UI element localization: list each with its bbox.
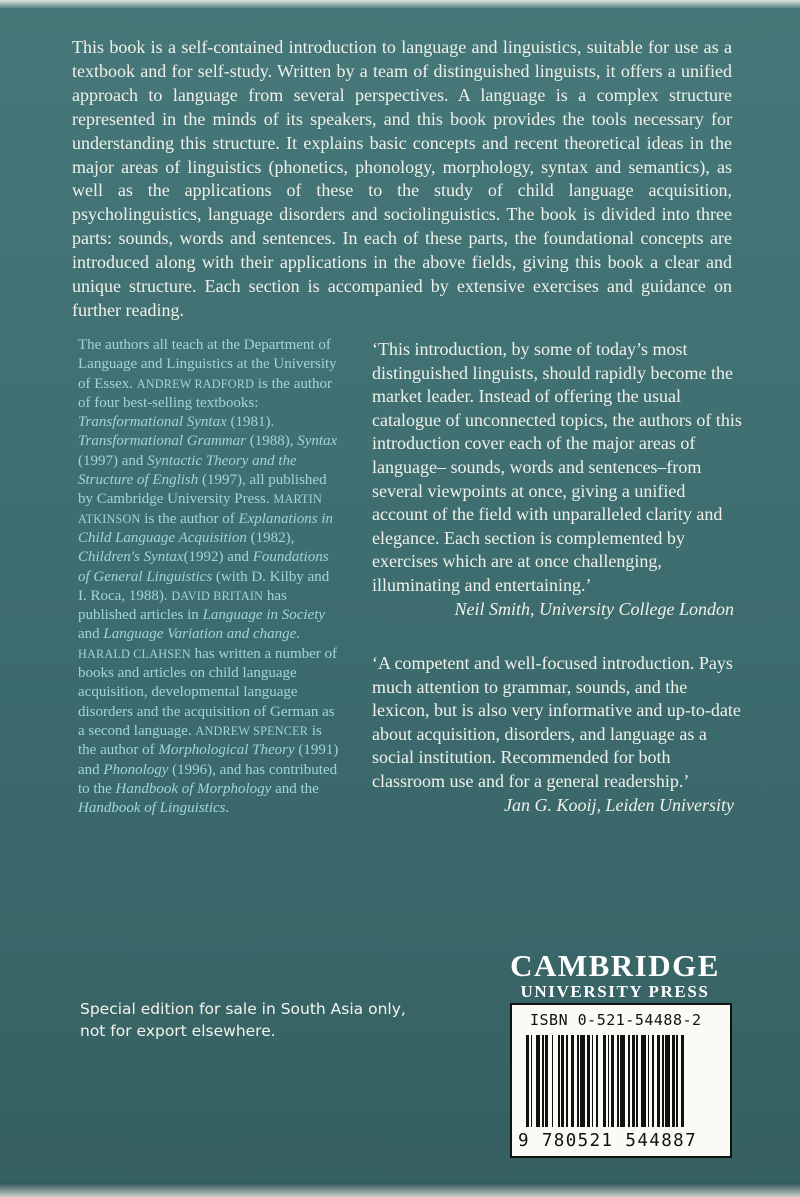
- barcode-stripe: [552, 1035, 554, 1127]
- barcode-bars: [526, 1035, 722, 1127]
- barcode-stripe: [665, 1035, 670, 1127]
- review-attribution: Jan G. Kooij, Leiden University: [504, 794, 734, 815]
- author-name-britain: DAVID BRITAIN: [171, 588, 264, 603]
- book-title: Foundations of General Linguistics: [78, 549, 329, 585]
- book-title: Morphological Theory: [158, 742, 295, 759]
- cover-top-edge: [0, 0, 800, 8]
- barcode-stripe: [542, 1035, 544, 1127]
- book-title: Explanations in Child Language Acquisition: [78, 510, 334, 546]
- publisher-name: CAMBRIDGE: [510, 948, 720, 983]
- isbn-barcode: [510, 1003, 732, 1158]
- barcode-stripe: [648, 1035, 650, 1127]
- barcode-stripe: [571, 1035, 574, 1127]
- book-title: Syntax: [297, 433, 338, 450]
- barcode-stripe: [611, 1035, 614, 1127]
- barcode-stripe: [620, 1035, 625, 1127]
- book-title: Handbook of Morphology: [115, 780, 272, 797]
- barcode-stripe: [652, 1035, 654, 1127]
- author-name-clahsen: HARALD CLAHSEN: [78, 646, 191, 661]
- barcode-stripe: [636, 1035, 638, 1127]
- barcode-stripe: [592, 1035, 594, 1127]
- barcode-stripe: [566, 1035, 568, 1127]
- journal-title: Language Variation and change.: [103, 626, 301, 643]
- barcode-stripe: [617, 1035, 619, 1127]
- author-name-atkinson: MARTIN ATKINSON: [78, 492, 322, 526]
- author-name-radford: ANDREW RADFORD: [136, 376, 255, 391]
- authors-biography: The authors all teach at the Department of Language and Linguistics at the University of Essex. ANDREW RADFORD is the author of four best-selling textbooks: Transformational Syntax (1981). Transformational Grammar (1988), Syntax (1997) and Syntactic Theory and the Structure of English (1997), all published by Cambridge University Press. MARTIN ATKINSON is the author of Explanations in Child Language Acquisition (1982), Children's Syntax(1992) and Foundations of General Linguistics (with D. Kilby and I. Roca, 1988). DAVID BRITAIN has published articles in Language in Society and Language Variation and change. HARALD CLAHSEN has written a number of books and articles on child language acquisition, developmental language disorders and the acquisition of German as a second language. ANDREW SPENCER is the author of Morphological Theory (1991) and Phonology (1996), and has contributed to the Handbook of Morphology and the Handbook of Linguistics.: [78, 337, 339, 817]
- barcode-stripe: [681, 1035, 684, 1127]
- barcode-stripe: [558, 1035, 560, 1127]
- publisher-logo: [510, 950, 720, 1002]
- bio-intro: The authors all teach at the Department of Language and Linguistics at the University of Essex.: [78, 337, 337, 392]
- cover-bottom-edge: [0, 1183, 800, 1197]
- barcode-stripe: [628, 1035, 630, 1127]
- review-quote-text: ‘This introduction, by some of today’s most distinguished linguists, should rapidly become the market leader. Instead of offering the usual catalogue of unconnected topics, the authors of this introduction cover each of the major areas of language– sounds, words and sentences–from several viewpoints at once, giving a unified account of the field with unparalleled clarity and elegance. Each section is complemented by exercises which are at once challenging, illuminating and entertaining.’: [372, 339, 742, 595]
- barcode-stripe: [603, 1035, 606, 1127]
- barcode-stripe: [632, 1035, 635, 1127]
- barcode-stripe: [577, 1035, 579, 1127]
- book-description: This book is a self-contained introduction to language and linguistics, suitable for use as a textbook and for self-study. Written by a team of distinguished linguists, it offers a unified approach to language from several perspectives. A language is a complex structure represented in the minds of its speakers, and this book provides the tools necessary for understanding this structure. It explains basic concepts and recent theoretical ideas in the major areas of linguistics (phonetics, phonology, morphology, syntax and semantics), as well as the applications of these to the study of child language acquisition, psycholinguistics, language disorders and sociolinguistics. The book is divided into three parts: sounds, words and sentences. In each of these parts, the foundational concepts are introduced along with their applications in the above fields, giving this book a clear and unique structure. Each section is accompanied by extensive exercises and guidance on further reading.: [72, 37, 732, 320]
- barcode-stripe: [596, 1035, 598, 1127]
- publisher-subname: UNIVERSITY PRESS: [520, 982, 710, 1001]
- barcode-stripe: [608, 1035, 610, 1127]
- isbn-label: ISBN 0-521-54488-2: [530, 1011, 702, 1029]
- barcode-stripe: [676, 1035, 678, 1127]
- book-title: Syntactic Theory and the Structure of English: [78, 452, 297, 489]
- barcode-stripe: [536, 1035, 541, 1127]
- book-title: Transformational Grammar: [78, 433, 246, 450]
- book-title: Transformational Syntax: [78, 414, 227, 431]
- review-quote-text: ‘A competent and well-focused introduction. Pays much attention to grammar, sounds, and the lexicon, but is also very informative and up-to-date about acquisition, disorders, and language as a social institution. Recommended for both classroom use and for a general readership.’: [372, 653, 741, 791]
- barcode-stripe: [561, 1035, 564, 1127]
- sale-restriction-notice: Special edition for sale in South Asia only, not for export elsewhere.: [80, 1000, 406, 1040]
- barcode-stripe: [587, 1035, 590, 1127]
- book-title: Children's Syntax: [78, 549, 184, 566]
- review-quote: [372, 652, 744, 817]
- book-title: Phonology: [103, 761, 169, 778]
- review-attribution: Neil Smith, University College London: [454, 598, 734, 619]
- review-quote: [372, 338, 744, 621]
- author-name-spencer: ANDREW SPENCER: [195, 723, 309, 738]
- barcode-stripe: [641, 1035, 646, 1127]
- barcode-stripe: [672, 1035, 675, 1127]
- book-title: Handbook of Linguistics.: [78, 800, 230, 817]
- barcode-stripe: [580, 1035, 585, 1127]
- barcode-stripe: [662, 1035, 664, 1127]
- barcode-stripe: [545, 1035, 548, 1127]
- barcode-stripe: [657, 1035, 660, 1127]
- barcode-stripe: [531, 1035, 533, 1127]
- journal-title: Language in Society: [202, 607, 326, 624]
- barcode-stripe: [526, 1035, 529, 1127]
- ean-number: 9 780521 544887: [518, 1131, 698, 1151]
